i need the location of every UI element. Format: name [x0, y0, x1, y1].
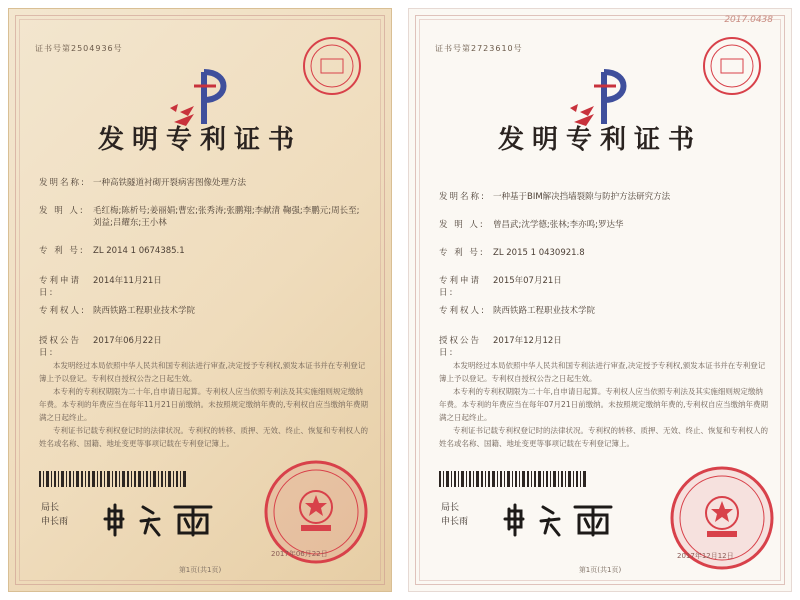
certificate-body-text	[439, 359, 769, 450]
field-label: 授权公告日:	[39, 336, 82, 358]
field-label: 发明名称:	[39, 178, 86, 188]
field-label: 发明名称:	[439, 192, 486, 202]
field-application-date	[39, 275, 369, 299]
page-number: 第1页(共1页)	[178, 566, 222, 574]
director-block	[41, 501, 68, 529]
field-label: 发 明 人:	[39, 206, 85, 216]
barcode-icon	[439, 471, 589, 487]
field-inventors	[439, 219, 769, 231]
field-application-date	[439, 275, 769, 299]
director-label: 局长	[441, 503, 460, 513]
field-value: ZL 2015 1 0430921.8	[493, 248, 585, 258]
field-value: 2015年07月21日	[493, 276, 562, 286]
director-name: 申长雨	[441, 517, 469, 527]
field-value: 2017年12月12日	[493, 336, 562, 346]
certificate-title: 发明专利证书	[497, 125, 702, 155]
patent-certificate-right	[408, 8, 792, 592]
field-value: 一种基于BIM解决挡墙裂隙与防护方法研究方法	[493, 192, 671, 202]
seal-date: 2017年12月12日	[677, 552, 734, 560]
handwritten-signature-icon	[501, 499, 631, 539]
pattern-stamp-icon	[701, 35, 763, 97]
field-label: 授权公告日:	[439, 336, 482, 358]
field-label: 专 利 号:	[439, 248, 485, 258]
director-label: 局长	[41, 503, 60, 513]
field-value: ZL 2014 1 0674385.1	[93, 246, 185, 256]
field-value: 2014年11月21日	[93, 276, 162, 286]
certificate-body-text	[39, 359, 369, 450]
field-value: 一种高铁隧道衬砌开裂病害图像处理方法	[93, 178, 247, 188]
certificate-title: 发明专利证书	[97, 125, 302, 155]
field-patent-number	[439, 247, 769, 259]
field-value: 2017年06月22日	[93, 336, 162, 346]
handwritten-corner-number: 2017.0438	[724, 15, 773, 25]
barcode-icon	[39, 471, 189, 487]
field-label: 专利权人:	[39, 306, 86, 316]
field-patentee	[439, 305, 769, 317]
patent-certificate-left	[8, 8, 392, 592]
seal-date: 2017年06月22日	[271, 550, 328, 558]
field-label: 专 利 号:	[39, 246, 85, 256]
field-value: 曾昌武;沈学德;张林;李亦鸣;罗达华	[493, 220, 624, 230]
director-name: 申长雨	[41, 517, 69, 527]
director-block	[441, 501, 468, 529]
certificate-number: 证书号第2504936号	[35, 44, 123, 53]
field-invention-name	[39, 177, 369, 189]
body-paragraph: 本专利的专利权期限为二十年,自申请日起算。专利权人应当依照专利法及其实施细则规定缴纳年费。本专利的年费应当在每年07月21日前缴纳。未按照规定缴纳年费的,专利权自应当缴纳年费期满之日起终止。	[439, 387, 768, 422]
field-patentee	[39, 305, 369, 317]
body-paragraph: 专利证书记载专利权登记时的法律状况。专利权的转移、质押、无效、终止、恢复和专利权人的姓名或名称、国籍、地址变更等事项记载在专利登记簿上。	[439, 426, 768, 448]
handwritten-signature-icon	[101, 499, 231, 539]
body-paragraph: 本发明经过本局依照中华人民共和国专利法进行审查,决定授予专利权,颁发本证书并在专利登记簿上予以登记。专利权自授权公告之日起生效。	[39, 361, 366, 383]
field-value: 陕西铁路工程职业技术学院	[93, 306, 196, 316]
pattern-stamp-icon	[301, 35, 363, 97]
field-value: 毛红梅;陈析号;姜丽娟;曹宏;张秀涛;张鹏翔;李献清 鞠强;李鹏元;周长至;刘益;吕耀东;王小林	[93, 206, 360, 228]
body-paragraph: 本专利的专利权期限为二十年,自申请日起算。专利权人应当依照专利法及其实施细则规定缴纳年费。本专利的年费应当在每年11月21日前缴纳。未按照规定缴纳年费的,专利权自应当缴纳年费期满之日起终止。	[39, 387, 368, 422]
field-patent-number	[39, 245, 369, 257]
field-label: 专利申请日:	[439, 276, 482, 298]
certificate-number: 证书号第2723610号	[435, 44, 523, 53]
field-invention-name	[439, 191, 769, 203]
field-grant-date	[439, 335, 769, 359]
field-inventors	[39, 205, 369, 229]
body-paragraph: 专利证书记载专利权登记时的法律状况。专利权的转移、质押、无效、终止、恢复和专利权人的姓名或名称、国籍、地址变更等事项记载在专利登记簿上。	[39, 426, 368, 448]
field-label: 专利权人:	[439, 306, 486, 316]
body-paragraph: 本发明经过本局依照中华人民共和国专利法进行审查,决定授予专利权,颁发本证书并在专利登记簿上予以登记。专利权自授权公告之日起生效。	[439, 361, 766, 383]
field-grant-date	[39, 335, 369, 359]
page-number: 第1页(共1页)	[578, 566, 622, 574]
field-label: 专利申请日:	[39, 276, 82, 298]
field-value: 陕西铁路工程职业技术学院	[493, 306, 596, 316]
field-label: 发 明 人:	[439, 220, 485, 230]
